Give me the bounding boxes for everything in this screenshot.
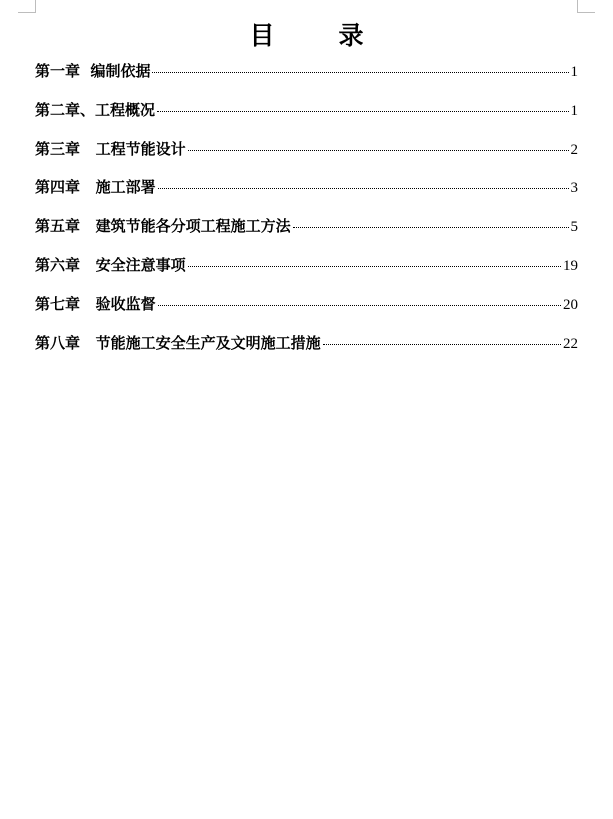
crop-mark-right-vertical [577, 0, 578, 12]
toc-entry[interactable] [35, 254, 578, 293]
crop-mark-right-horizontal [577, 12, 595, 13]
toc-page-number: 5 [570, 219, 578, 236]
toc-entry-label: 第一章 编制依据 [35, 62, 151, 80]
toc-title-char-1: 目 [249, 21, 275, 50]
toc-entry[interactable] [35, 60, 578, 99]
toc-page-number: 1 [570, 102, 578, 119]
toc-leader-dots [188, 150, 569, 151]
toc-entry[interactable] [35, 138, 578, 177]
toc-leader-dots [152, 72, 568, 73]
toc-title-char-2: 录 [338, 21, 364, 50]
toc-leader-dots [157, 111, 568, 112]
table-of-contents [35, 60, 578, 370]
toc-entry-label: 第三章 工程节能设计 [35, 139, 186, 158]
toc-leader-dots [293, 227, 569, 228]
toc-page-number: 20 [563, 296, 578, 313]
toc-entry-label: 第八章 节能施工安全生产及文明施工措施 [35, 333, 321, 352]
toc-entry-label: 第四章 施工部署 [35, 178, 156, 197]
toc-entry[interactable] [35, 99, 578, 138]
toc-entry[interactable] [35, 215, 578, 254]
toc-page-number: 2 [570, 141, 578, 158]
toc-leader-dots [158, 188, 569, 189]
toc-entry-label: 第六章 安全注意事项 [35, 255, 186, 274]
crop-mark-left-horizontal [18, 12, 36, 13]
toc-entry-label: 第七章 验收监督 [35, 294, 156, 313]
toc-entry-label: 第五章 建筑节能各分项工程施工方法 [35, 217, 291, 236]
toc-page-number: 19 [563, 257, 578, 274]
toc-leader-dots [188, 266, 561, 267]
toc-leader-dots [323, 344, 561, 345]
toc-entry[interactable] [35, 332, 578, 371]
toc-entry-label: 第二章、工程概况 [35, 100, 156, 119]
toc-entry[interactable] [35, 176, 578, 215]
toc-page-number: 22 [563, 335, 578, 352]
toc-leader-dots [158, 305, 561, 306]
toc-page-number: 3 [570, 180, 578, 197]
toc-page-number: 1 [570, 64, 578, 80]
crop-mark-left-vertical [35, 0, 36, 12]
toc-entry[interactable] [35, 293, 578, 332]
toc-title [0, 16, 613, 52]
